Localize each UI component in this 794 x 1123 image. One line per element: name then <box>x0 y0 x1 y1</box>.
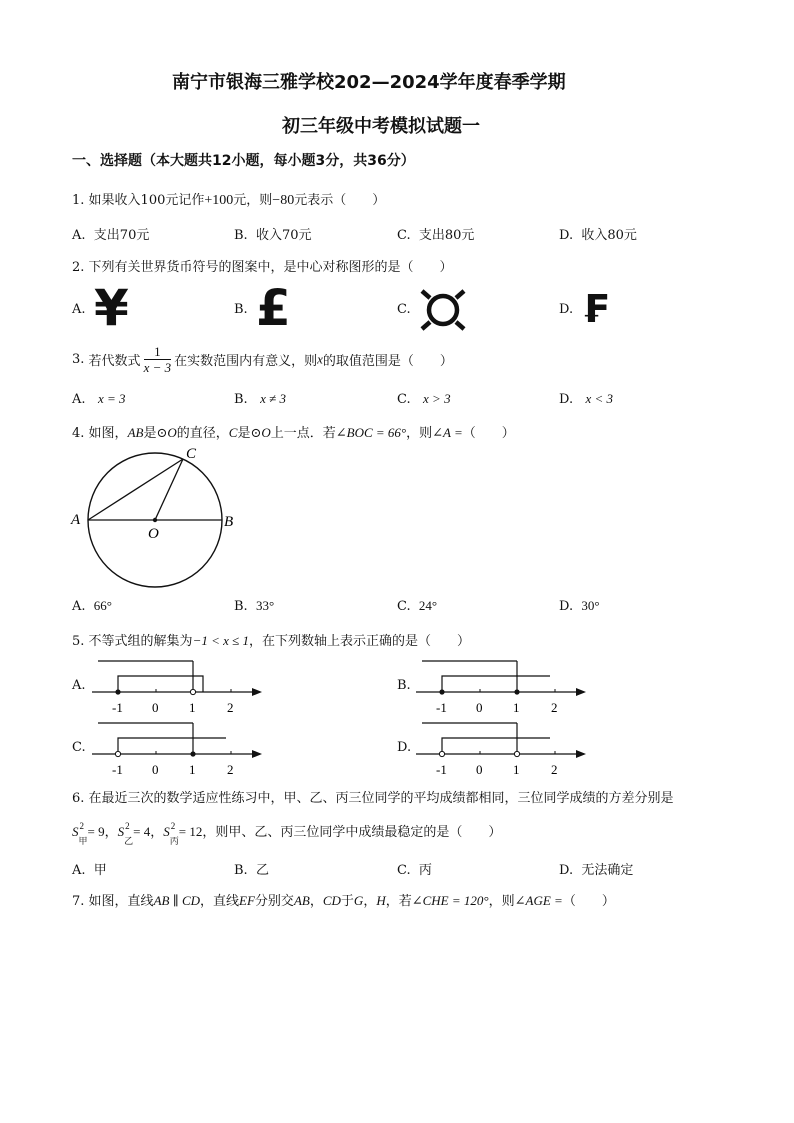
q2-option-d[interactable]: D. <box>559 302 574 317</box>
q4-option-b[interactable]: B. 33° <box>234 598 275 614</box>
svg-text:1: 1 <box>189 700 196 715</box>
q3-option-c[interactable]: C. x > 3 <box>397 391 451 407</box>
svg-text:1: 1 <box>513 700 520 715</box>
q6-option-b[interactable]: B. 乙 <box>234 863 269 878</box>
number-line-a <box>88 656 268 716</box>
question-7: 7. 如图，直线AB ∥ CD，直线EF分别交AB，CD于G，H，若∠CHE = 120°，则∠AGE =（ ） <box>72 893 615 909</box>
question-number: 1. <box>72 193 85 208</box>
svg-text:-1: -1 <box>436 700 447 715</box>
svg-text:-1: -1 <box>436 762 447 777</box>
q1-option-c[interactable]: C. 支出80元 <box>397 228 475 243</box>
q6-option-a[interactable]: A. 甲 <box>72 863 107 878</box>
number-line-b <box>412 656 592 716</box>
q5-option-a[interactable]: A. <box>72 678 86 693</box>
question-4: 4. 如图，AB是⊙O的直径，C是⊙O上一点．若∠BOC = 66°，则∠A =（ ） <box>72 425 515 441</box>
svg-text:0: 0 <box>476 700 483 715</box>
q4-option-d[interactable]: D. 30° <box>559 598 600 614</box>
q1-option-a[interactable]: A. 支出70元 <box>72 228 150 243</box>
svg-text:-1: -1 <box>112 700 123 715</box>
question-1: 1. 如果收入100元记作+100元，则−80元表示（ ） <box>72 193 386 208</box>
number-line-c <box>88 718 268 778</box>
svg-text:-1: -1 <box>112 762 123 777</box>
section-heading: 一、选择题（本大题共12小题，每小题3分，共36分） <box>72 153 415 169</box>
svg-text:1: 1 <box>189 762 196 777</box>
franc-symbol-icon: ₣ <box>582 287 609 331</box>
q3-option-a[interactable]: A. x = 3 <box>72 391 126 407</box>
q6-option-d[interactable]: D. 无法确定 <box>559 863 634 878</box>
q2-option-a[interactable]: A. <box>72 302 86 317</box>
question-6: 6. 在最近三次的数学适应性练习中，甲、乙、丙三位同学的平均成绩都相同，三位同学成绩的方差分别是 <box>72 791 674 806</box>
q1-option-d[interactable]: D. 收入80元 <box>559 228 637 243</box>
point-c-label: C <box>186 446 197 462</box>
q4-option-a[interactable]: A. 66° <box>72 598 112 614</box>
page-title: 南宁市银海三雅学校202—2024学年度春季学期 <box>172 72 566 93</box>
q1-option-b[interactable]: B. 收入70元 <box>234 228 312 243</box>
point-o-label: O <box>148 526 159 542</box>
svg-text:0: 0 <box>152 762 159 777</box>
q3-option-d[interactable]: D. x < 3 <box>559 391 614 407</box>
point-a-label: A <box>71 512 81 528</box>
svg-text:2: 2 <box>227 762 234 777</box>
question-2: 2. 下列有关世界货币符号的图案中，是中心对称图形的是（ ） <box>72 260 453 275</box>
question-3: 3. 若代数式 $\frac{1}{x - 3}$ 在实数范围内有意义，则x的取值范围是（ ） <box>72 344 453 375</box>
q2-option-c[interactable]: C. <box>397 302 411 317</box>
svg-text:2: 2 <box>551 762 558 777</box>
q5-option-b[interactable]: B. <box>397 678 411 693</box>
circle-diagram <box>66 442 246 594</box>
question-5: 5. 不等式组的解集为−1 < x ≤ 1，在下列数轴上表示正确的是（ ） <box>72 633 471 649</box>
number-line-d <box>412 718 592 778</box>
svg-text:0: 0 <box>152 700 159 715</box>
fraction: $\frac{1}{x - 3}$ <box>143 344 172 375</box>
question-6-line2: S 2 $_甲$= 9，S 2 $_乙$= 4，S 2 $_丙$= 12，则甲、乙、丙三位同学中成绩最稳定的是（ ） <box>72 821 502 847</box>
page-subtitle: 初三年级中考模拟试题一 <box>282 116 480 137</box>
q3-option-b[interactable]: B. x ≠ 3 <box>234 391 286 407</box>
currency-sign-icon <box>418 288 468 332</box>
q2-option-b[interactable]: B. <box>234 302 248 317</box>
point-b-label: B <box>224 514 234 530</box>
yen-symbol-icon: ¥ <box>94 279 129 337</box>
q6-option-c[interactable]: C. 丙 <box>397 863 432 878</box>
q5-option-d[interactable]: D. <box>397 740 412 755</box>
q5-option-c[interactable]: C. <box>72 740 86 755</box>
pound-symbol-icon: £ <box>256 279 291 337</box>
svg-text:1: 1 <box>513 762 520 777</box>
svg-text:2: 2 <box>227 700 234 715</box>
q4-option-c[interactable]: C. 24° <box>397 598 438 614</box>
svg-text:2: 2 <box>551 700 558 715</box>
svg-text:0: 0 <box>476 762 483 777</box>
